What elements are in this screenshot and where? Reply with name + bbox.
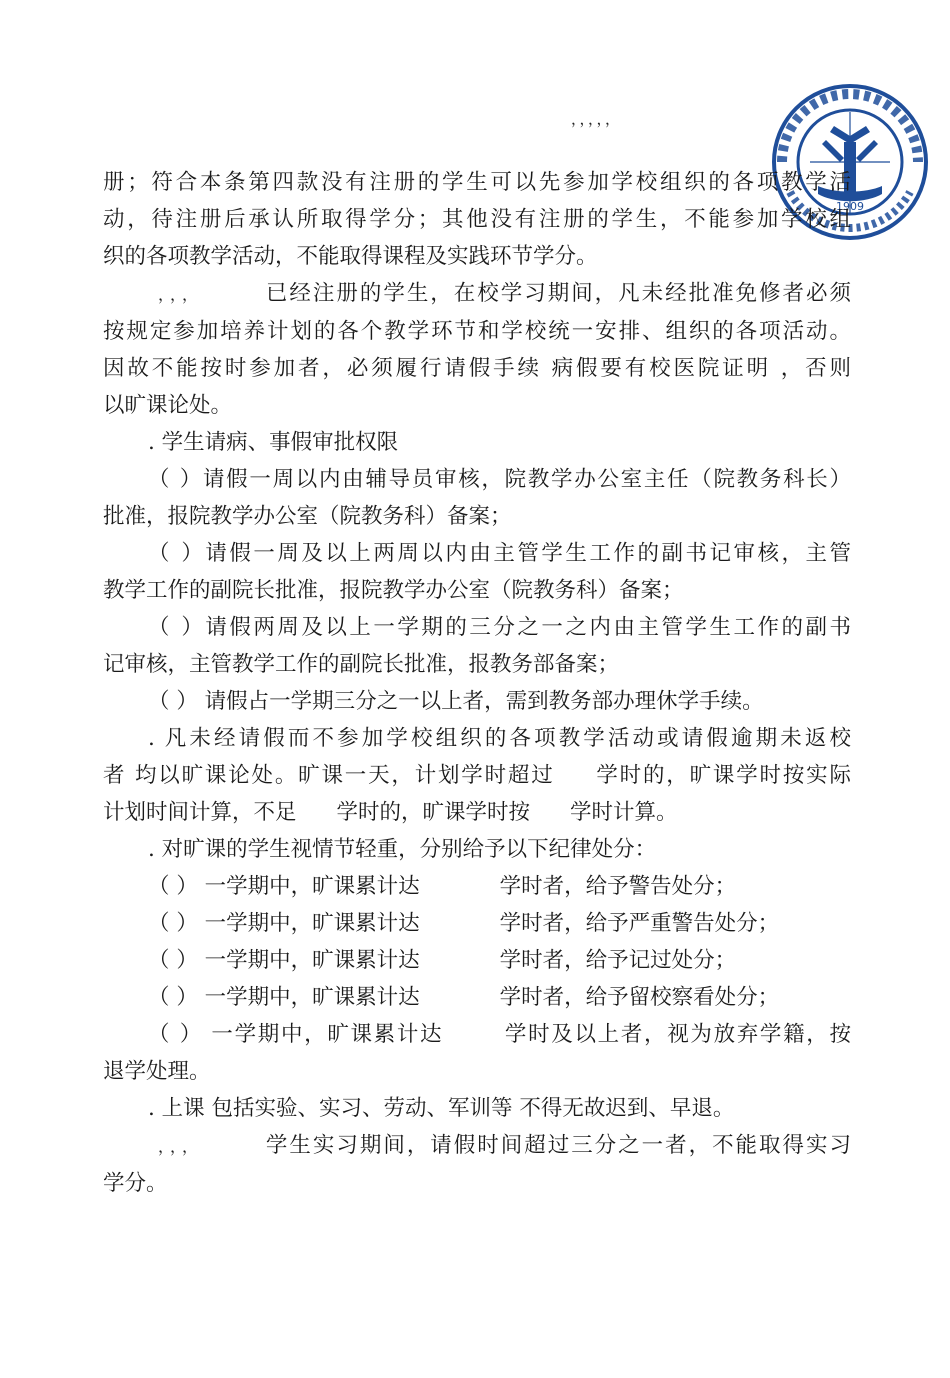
text-segment: 学时者，给予记过处分； — [499, 948, 737, 973]
text-segment: 已经注册的学生，在校学习期间，凡未经批准免修者必须 — [263, 281, 851, 306]
text-line — [103, 794, 851, 831]
article-number: ，，， — [158, 285, 202, 304]
text-line — [103, 905, 851, 942]
article-paragraph-start — [103, 1127, 851, 1165]
text-line: 因故不能按时参加者，必须履行请假手续 病假要有校医院证明 ，否则 — [103, 356, 851, 381]
text-line: 退学处理。 — [103, 1059, 211, 1084]
text-line: 教学工作的副院长批准，报院教学办公室（院教务科）备案； — [103, 578, 684, 603]
text-line: 织的各项教学活动，不能取得课程及实践环节学分。 — [103, 244, 598, 269]
text-line: （ ）请假一周及以上两周以内由主管学生工作的副书记审核，主管 — [148, 541, 851, 566]
text-line — [103, 979, 851, 1016]
text-segment: 学时的，旷课学时按实际 — [594, 763, 851, 788]
text-line: . 上课 包括实验、实习、劳动、军训等 不得无故迟到、早退。 — [148, 1096, 735, 1121]
text-segment: 学生实习期间，请假时间超过三分之一者，不能取得实习 — [263, 1133, 851, 1158]
text-line: 册；符合本条第四款没有注册的学生可以先参加学校组织的各项教学活 — [103, 170, 851, 195]
document-body — [103, 164, 851, 1202]
text-line: 批准，报院教学办公室（院教务科）备案； — [103, 504, 512, 529]
text-line: 以旷课论处。 — [103, 393, 233, 418]
text-line: . 凡未经请假而不参加学校组织的各项教学活动或请假逾期未返校 — [148, 726, 851, 751]
article-paragraph-start — [103, 275, 851, 313]
text-line: 记审核，主管教学工作的副院长批准，报教务部备案； — [103, 652, 620, 677]
text-segment: 者 均以旷课论处。旷课一天，计划学时超过 — [103, 763, 555, 788]
section-heading: . 学生请病、事假审批权限 — [148, 430, 399, 455]
text-segment: （ ） 一学期中，旷课累计达 — [148, 948, 420, 973]
text-segment: （ ） 一学期中，旷课累计达 — [148, 874, 420, 899]
article-number: ，，， — [158, 1137, 202, 1156]
text-line: 按规定参加培养计划的各个教学环节和学校统一安排、组织的各项活动。 — [103, 319, 851, 344]
text-segment: 学时计算。 — [570, 800, 678, 825]
text-segment: （ ） 一学期中，旷课累计达 — [148, 911, 420, 936]
text-line — [103, 1016, 851, 1053]
text-segment: 学时及以上者，视为放弃学籍，按 — [503, 1022, 851, 1047]
text-line: 学分。 — [103, 1171, 168, 1196]
section-heading: . 对旷课的学生视情节轻重，分别给予以下纪律处分： — [148, 837, 657, 862]
text-segment: 学时者，给予警告处分； — [499, 874, 737, 899]
text-line: （ ） 请假占一学期三分之一以上者，需到教务部办理休学手续。 — [148, 689, 764, 714]
logo-year-text: 1909 — [836, 200, 864, 213]
text-segment: 计划时间计算，不足 — [103, 800, 297, 825]
text-segment: 学时者，给予严重警告处分； — [499, 911, 780, 936]
page-header-mark: ，，，，， — [571, 110, 622, 128]
text-segment: 学时的，旷课学时按 — [336, 800, 531, 825]
text-line — [103, 757, 851, 794]
text-segment: 学时者，给予留校察看处分； — [499, 985, 780, 1010]
text-line — [103, 868, 851, 905]
text-segment: （ ） 一学期中，旷课累计达 — [148, 1022, 444, 1047]
text-line: （ ）请假一周以内由辅导员审核，院教学办公室主任（院教务科长） — [148, 467, 851, 492]
text-line: （ ）请假两周及以上一学期的三分之一之内由主管学生工作的副书 — [148, 615, 851, 640]
text-line: 动，待注册后承认所取得学分；其他没有注册的学生，不能参加学校组 — [103, 207, 851, 232]
text-segment: （ ） 一学期中，旷课累计达 — [148, 985, 420, 1010]
text-line — [103, 942, 851, 979]
